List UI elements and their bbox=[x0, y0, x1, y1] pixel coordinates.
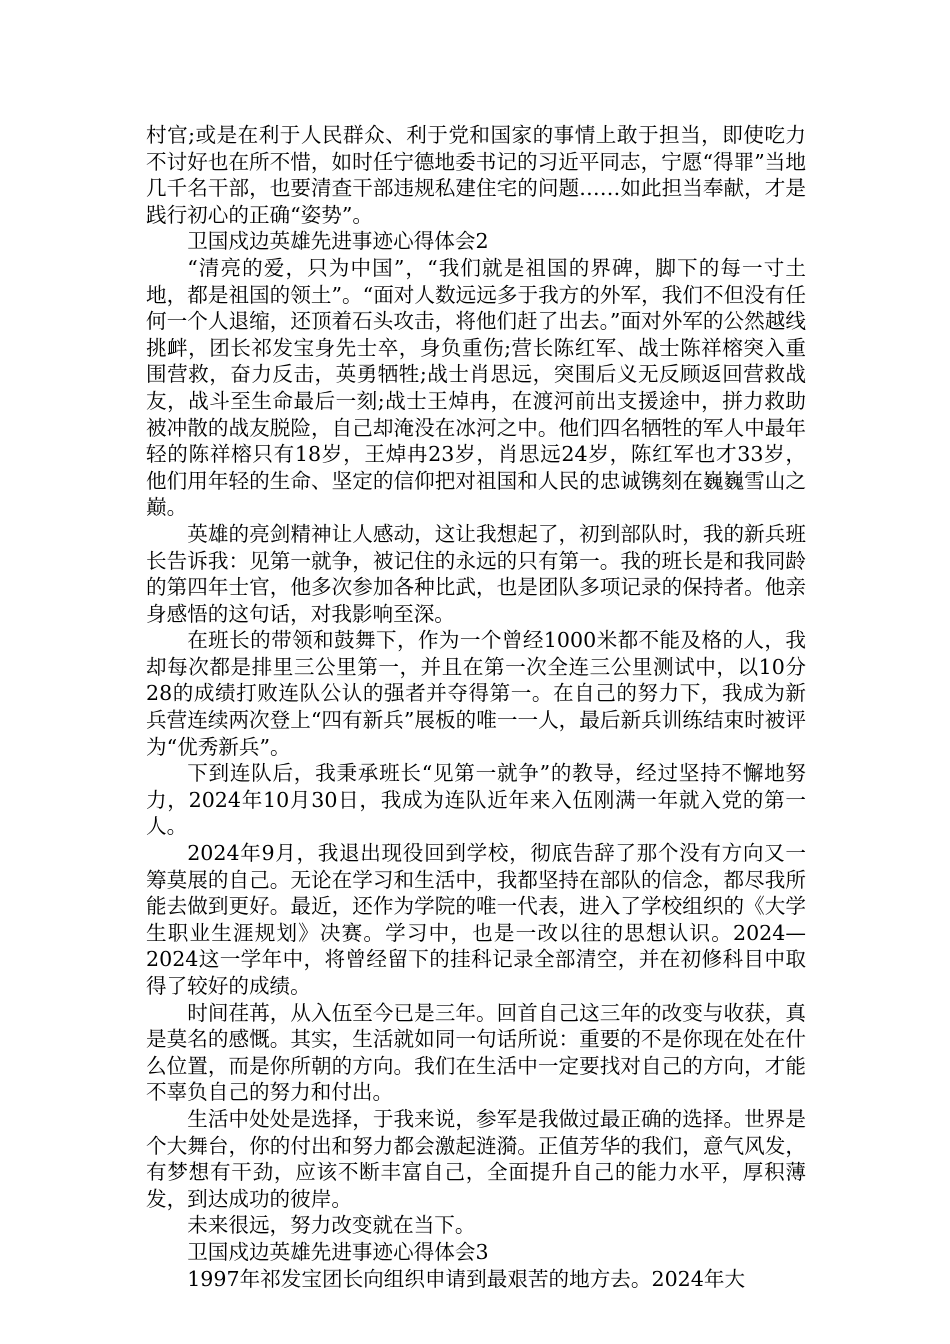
paragraph-3: “清亮的爱，只为中国”，“我们就是祖国的界碑，脚下的每一寸土地，都是祖国的领土”。“面对人数远远多于我方的外军，我们不但没有任何一个人退缩，还顶着石头攻击，将他们赶了出去。”面对外军的公然越线挑衅，团长祁发宝身先士卒，身负重伤;营长陈红军、战士陈祥榕突入重围营救，奋力反击，英勇牺牲;战士肖思远，突围后义无反顾返回营救战友，战斗至生命最后一刻;战士王焯冉，在渡河前出支援途中，拼力救助被冲散的战友脱险，自己却淹没在冰河之中。他们四名牺牲的军人中最年轻的陈祥榕只有18岁，王焯冉23岁，肖思远24岁，陈红军也才33岁，他们用年轻的生命、坚定的信仰把对祖国和人民的忠诚镌刻在巍巍雪山之巅。 bbox=[146, 255, 806, 520]
paragraph-9: 生活中处处是选择，于我来说，参军是我做过最正确的选择。世界是个大舞台，你的付出和努力都会激起涟漪。正值芳华的我们，意气风发，有梦想有干劲，应该不断丰富自己，全面提升自己的能力水平，厚积薄发，到达成功的彼岸。 bbox=[146, 1106, 806, 1211]
paragraph-5: 在班长的带领和鼓舞下，作为一个曾经1000米都不能及格的人，我却每次都是排里三公里第一，并且在第一次全连三公里测试中，以10分28的成绩打败连队公认的强者并夺得第一。在自己的努力下，我成为新兵营连续两次登上“四有新兵”展板的唯一一人，最后新兵训练结束时被评为“优秀新兵”。 bbox=[146, 628, 806, 759]
paragraph-6: 下到连队后，我秉承班长“见第一就争”的教导，经过坚持不懈地努力，2024年10月30日，我成为连队近年来入伍刚满一年就入党的第一人。 bbox=[146, 761, 806, 839]
paragraph-7: 2024年9月，我退出现役回到学校，彻底告辞了那个没有方向又一筹莫展的自己。无论在学习和生活中，我都坚持在部队的信念，都尽我所能去做到更好。最近，还作为学院的唯一代表，进入了学校组织的《大学生职业生涯规划》决赛。学习中，也是一改以往的思想认识。2024—2024这一学年中，将曾经留下的挂科记录全部清空，并在初修科目中取得了较好的成绩。 bbox=[146, 841, 806, 998]
paragraph-10: 未来很远，努力改变就在当下。 bbox=[187, 1213, 476, 1238]
section-heading-2: 卫国戍边英雄先进事迹心得体会2 bbox=[187, 229, 489, 254]
paragraph-12: 1997年祁发宝团长向组织申请到最艰苦的地方去。2024年大 bbox=[187, 1266, 746, 1291]
paragraph-1: 村官;或是在利于人民群众、利于党和国家的事情上敢于担当，即使吃力不讨好也在所不惜，如时任宁德地委书记的习近平同志，宁愿“得罪”当地几千名干部，也要清查干部违规私建住宅的问题……如此担当奉献，才是践行初心的正确“姿势”。 bbox=[146, 123, 806, 227]
paragraph-4: 英雄的亮剑精神让人感动，这让我想起了，初到部队时，我的新兵班长告诉我：见第一就争，被记住的永远的只有第一。我的班长是和我同龄的第四年士官，他多次参加各种比武，也是团队多项记录的保持者。他亲身感悟的这句话，对我影响至深。 bbox=[146, 521, 806, 626]
section-heading-3: 卫国戍边英雄先进事迹心得体会3 bbox=[187, 1239, 489, 1264]
paragraph-8: 时间荏苒，从入伍至今已是三年。回首自己这三年的改变与收获，真是莫名的感慨。其实，生活就如同一句话所说：重要的不是你现在处在什么位置，而是你所朝的方向。我们在生活中一定要找对自己的方向，才能不辜负自己的努力和付出。 bbox=[146, 1000, 806, 1105]
document-page bbox=[146, 122, 806, 1292]
